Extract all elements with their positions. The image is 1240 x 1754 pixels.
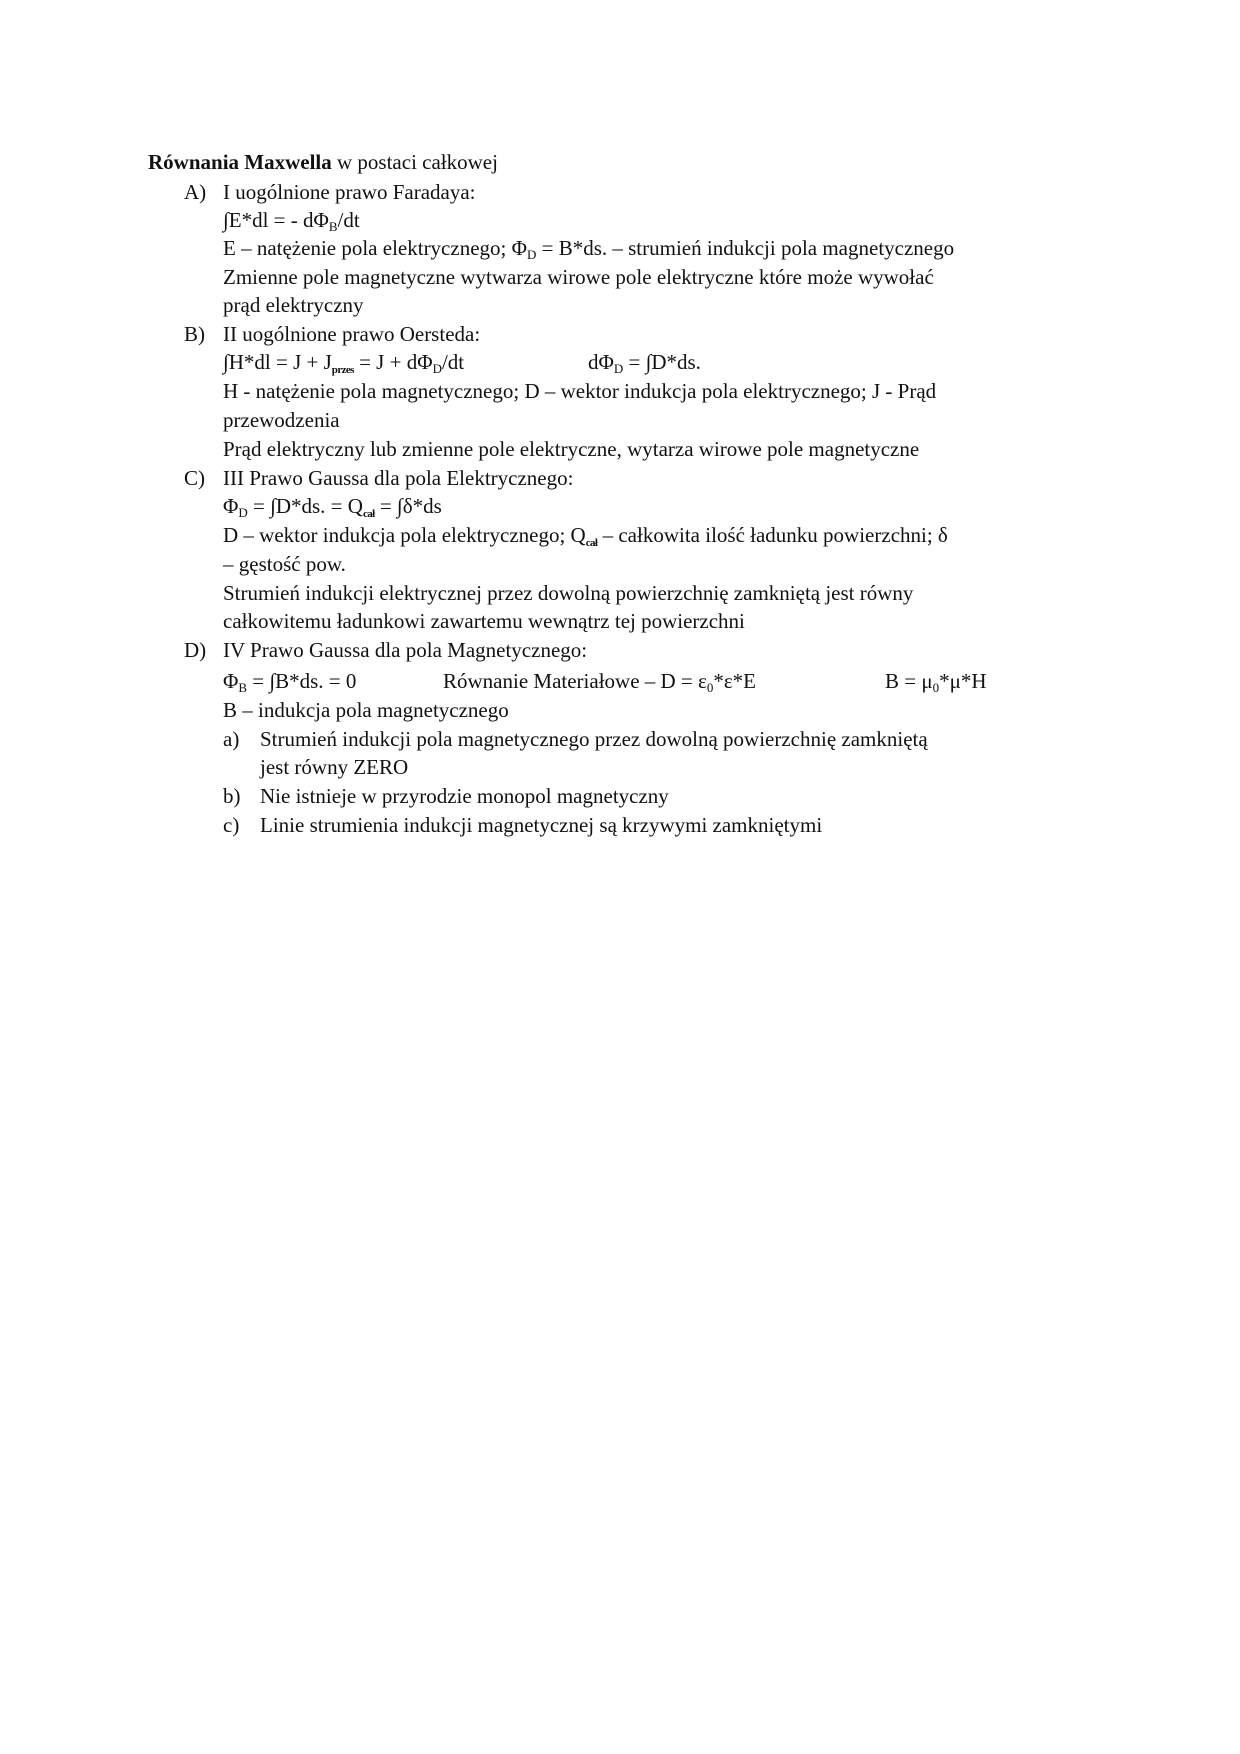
section-c-marker: C) <box>184 466 205 490</box>
section-b-legend-1: H - natężenie pola magnetycznego; D – wektor indukcja pola elektrycznego; J - Prąd <box>223 379 937 403</box>
point-a-line-2: jest równy ZERO <box>260 755 409 779</box>
section-a-heading: I uogólnione prawo Faradaya: <box>223 180 476 204</box>
section-d-material-eq: Równanie Materiałowe – $D = \varepsilon_0*\varepsilon*E$ <box>443 669 756 695</box>
point-b-line-1: Nie istnieje w przyrodzie monopol magnetyczny <box>260 784 669 808</box>
section-d-marker: D) <box>184 638 207 662</box>
section-c-desc-2: całkowitemu ładunkowi zawartemu wewnątrz tej powierzchni <box>223 609 745 633</box>
point-b-marker: b) <box>223 784 241 808</box>
point-c-line-1: Linie strumienia indukcji magnetycznej są krzywymi zamkniętymi <box>260 813 823 837</box>
section-b-marker: B) <box>184 322 205 346</box>
section-c-desc-1: Strumień indukcji elektrycznej przez dowolną powierzchnię zamkniętą jest równy <box>223 581 914 605</box>
section-d-formula: $\Phi_B = \int B*ds$. = 0 <box>223 669 357 695</box>
section-b-formula: $\int H*dl = J + J_{przes} = J + d\Phi_D/dt$ <box>223 350 465 376</box>
section-d-heading: IV Prawo Gaussa dla pola Magnetycznego: <box>223 638 588 662</box>
section-a-marker: A) <box>184 180 207 204</box>
section-c-heading: III Prawo Gaussa dla pola Elektrycznego: <box>223 466 574 490</box>
point-c-marker: c) <box>223 813 240 837</box>
section-b-heading: II uogólnione prawo Oersteda: <box>223 322 481 346</box>
section-a-desc-1: Zmienne pole magnetyczne wytwarza wirowe pole elektryczne które może wywołać <box>223 265 934 289</box>
section-b-formula-second: $d\Phi_D = \int D*ds$. <box>588 350 701 376</box>
section-c-formula: $\Phi_D = \int D*ds$. = $Q_{cał} = \int\delta*ds$ <box>223 494 442 520</box>
section-a-desc-2: prąd elektryczny <box>223 293 364 317</box>
point-a-marker: a) <box>223 727 240 751</box>
section-d-legend: B – indukcja pola magnetycznego <box>223 698 509 722</box>
section-b-legend-2: przewodzenia <box>223 408 340 432</box>
title-bold: Równania Maxwella <box>148 150 332 174</box>
point-a-line-1: Strumień indukcji pola magnetycznego przez dowolną powierzchnię zamkniętą <box>260 727 928 751</box>
section-a-legend: E – natężenie pola elektrycznego; $\Phi_D = B*ds$. – strumień indukcji pola magnetycznego <box>223 236 955 262</box>
section-c-legend: D – wektor indukcja pola elektrycznego; $Q_{cał}$ – całkowita ilość ładunku powierzchni; δ <box>223 523 948 549</box>
section-c-legend-cont: – gęstość pow. <box>223 552 346 576</box>
section-d-b-eq: $B = \mu_0*\mu*H$ <box>885 669 987 695</box>
section-a-formula: ∫E*dl = - $d\Phi_B/dt$ <box>223 208 360 234</box>
section-b-desc-1: Prąd elektryczny lub zmienne pole elektryczne, wytarza wirowe pole magnetyczne <box>223 437 920 461</box>
title-rest: w postaci całkowej <box>331 150 498 174</box>
document-title <box>148 150 498 175</box>
